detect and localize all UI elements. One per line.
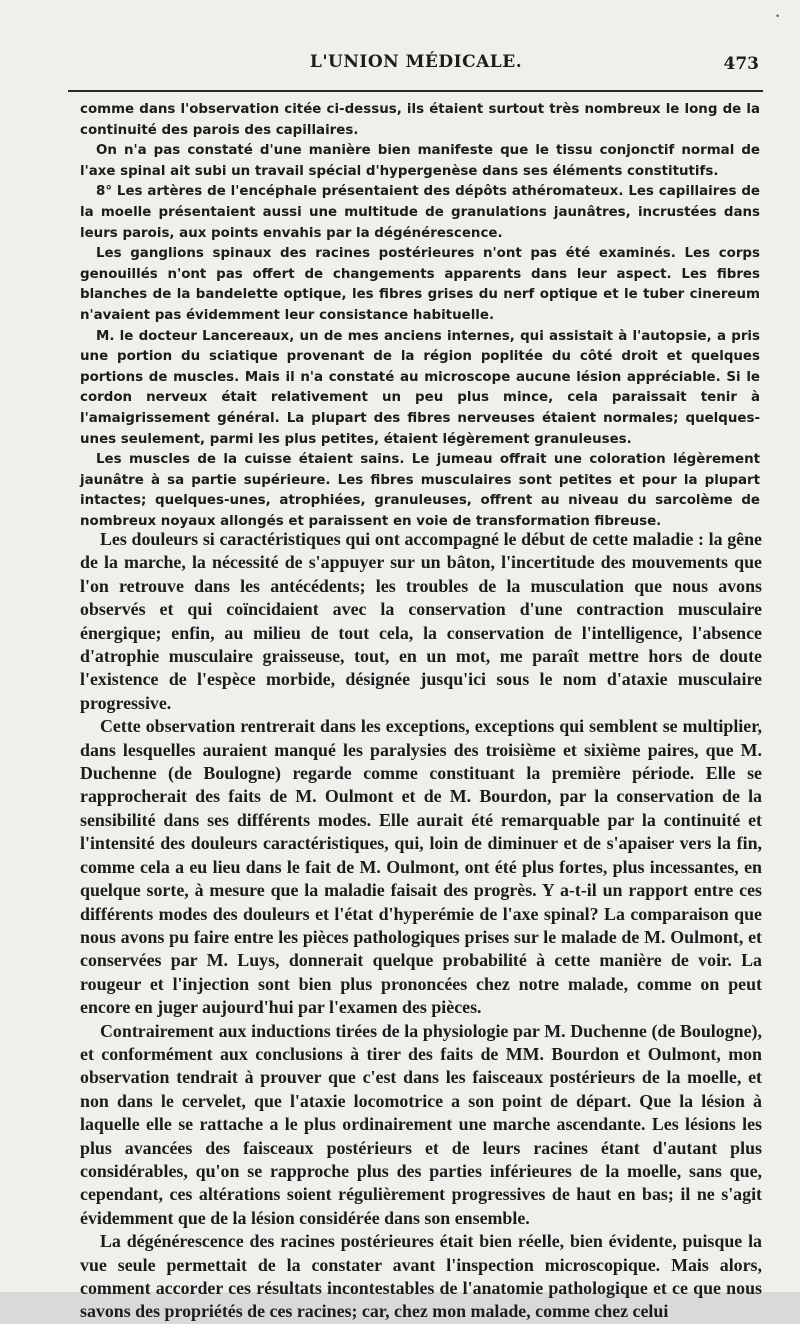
- scan-speck: •: [775, 12, 780, 21]
- paragraph: La dégénérescence des racines postérieures était bien réelle, bien évidente, puisque la vue seule permettait de la constater avant l'inspection microscopique. Mais alors, comment accorder ces résultats incontestables de l'anatomie pathologique et ce que nous savons des propriétés de ces racines; car, chez mon malade, comme chez celui: [80, 1231, 762, 1322]
- paragraph: comme dans l'observation citée ci-dessus, ils étaient surtout très nombreux le long de la continuité des parois des capillaires.: [80, 102, 760, 138]
- header-rule: [68, 90, 763, 92]
- paragraph: Les muscles de la cuisse étaient sains. Le jumeau offrait une coloration légèrement jaunâtre à sa partie supérieure. Les fibres musculaires sont petites et pour la plupart intactes; quelques-unes, atrophiées, granuleuses, offrent au niveau du sarcolème de nombreux noyaux allongés et paraissent en voie de transformation fibreuse.: [80, 452, 760, 529]
- paragraph: 8° Les artères de l'encéphale présentaient des dépôts athéromateux. Les capillaires de la moelle présentaient aussi une multitude de granulations jaunâtres, incrustées dans leurs parois, aux points envahis par la dégénérescence.: [80, 184, 760, 241]
- paragraph: Contrairement aux inductions tirées de la physiologie par M. Duchenne (de Boulogne), et conformément aux conclusions à tirer des faits de MM. Bourdon et Oulmont, mon observation tendrait à prouver que c'est dans les faisceaux postérieurs de la moelle, et non dans le cervelet, que l'ataxie locomotrice a son point de départ. Que la lésion à laquelle elle se rattache a le plus ordinairement une marche ascendante. Les lésions les plus avancées des faisceaux postérieurs et de leurs racines étant d'autant plus considérables, qu'on se rapproche plus des parties inférieures de la moelle, sans que, cependant, ces altérations soient régulièrement progressives de haut en bas; il ne s'agit évidemment que de la lésion considérée dans son ensemble.: [80, 1020, 762, 1228]
- paragraph: Les douleurs si caractéristiques qui ont accompagné le début de cette maladie : la gêne de la marche, la nécessité de s'appuyer sur un bâton, l'incertitude des mouvements que l'on retrouve dans les antécédents; les troubles de la musculation que nous avons observés et qui coïncidaient avec la conservation d'une contraction musculaire énergique; enfin, au milieu de tout cela, la conservation de l'intelligence, l'absence d'atrophie musculaire graisseuse, tout, en un mot, me paraît mettre hors de doute l'existence de l'espèce morbide, désignée jusqu'ici sous le nom d'ataxie musculaire progressive.: [80, 529, 762, 713]
- paragraph: Cette observation rentrerait dans les exceptions, exceptions qui semblent se multiplier, dans lesquelles auraient manqué les paralysies des troisième et sixième paires, que M. Duchenne (de Boulogne) regarde comme constituant la première période. Elle se rapprocherait des faits de M. Oulmont et de M. Bourdon, par la conservation de la sensibilité dans ses différents modes. Elle aurait été remarquable par la continuité et l'intensité des douleurs caractéristiques, qui, loin de diminuer et de s'apaiser vers la fin, comme cela a eu lieu dans le fait de M. Oulmont, ont été plus fortes, plus incessantes, en quelque sorte, à mesure que la maladie faisait des progrès. Y a-t-il un rapport entre ces différents modes des douleurs et l'état d'hyperémie de l'axe spinal? La comparaison que nous avons pu faire entre les pièces pathologiques prises sur le malade de M. Oulmont, et conservées par M. Luys, donnerait quelque probabilité à cette manière de voir. La rougeur et l'injection sont bien plus prononcées chez notre malade, comme on peut encore en juger aujourd'hui par l'examen des pièces.: [80, 716, 762, 1018]
- running-head: [65, 48, 767, 78]
- paragraph: Les ganglions spinaux des racines postérieures n'ont pas été examinés. Les corps genouillés n'ont pas offert de changements apparents dans leur aspect. Les fibres blanches de la bandelette optique, les fibres grises du nerf optique et le tuber cinereum n'avaient pas évidemment leur consistance habituelle.: [80, 246, 760, 323]
- observation-details: [80, 100, 760, 532]
- discussion-text: [80, 528, 762, 1324]
- paragraph: On n'a pas constaté d'une manière bien manifeste que le tissu conjonctif normal de l'axe spinal ait subi un travail spécial d'hypergenèse dans ses éléments constitutifs.: [80, 143, 760, 179]
- page-number: 473: [723, 54, 759, 74]
- paragraph: M. le docteur Lancereaux, un de mes anciens internes, qui assistait à l'autopsie, a pris une portion du sciatique provenant de la région poplitée du côté droit et quelques portions de muscles. Mais il n'a constaté au microscope aucune lésion appréciable. Si le cordon nerveux était relativement un peu plus mince, cela paraissait tenir à l'amaigrissement général. La plupart des fibres nerveuses étaient normales; quelques-unes seulement, parmi les plus petites, étaient légèrement granuleuses.: [80, 328, 760, 447]
- journal-title: L'UNION MÉDICALE.: [309, 52, 523, 72]
